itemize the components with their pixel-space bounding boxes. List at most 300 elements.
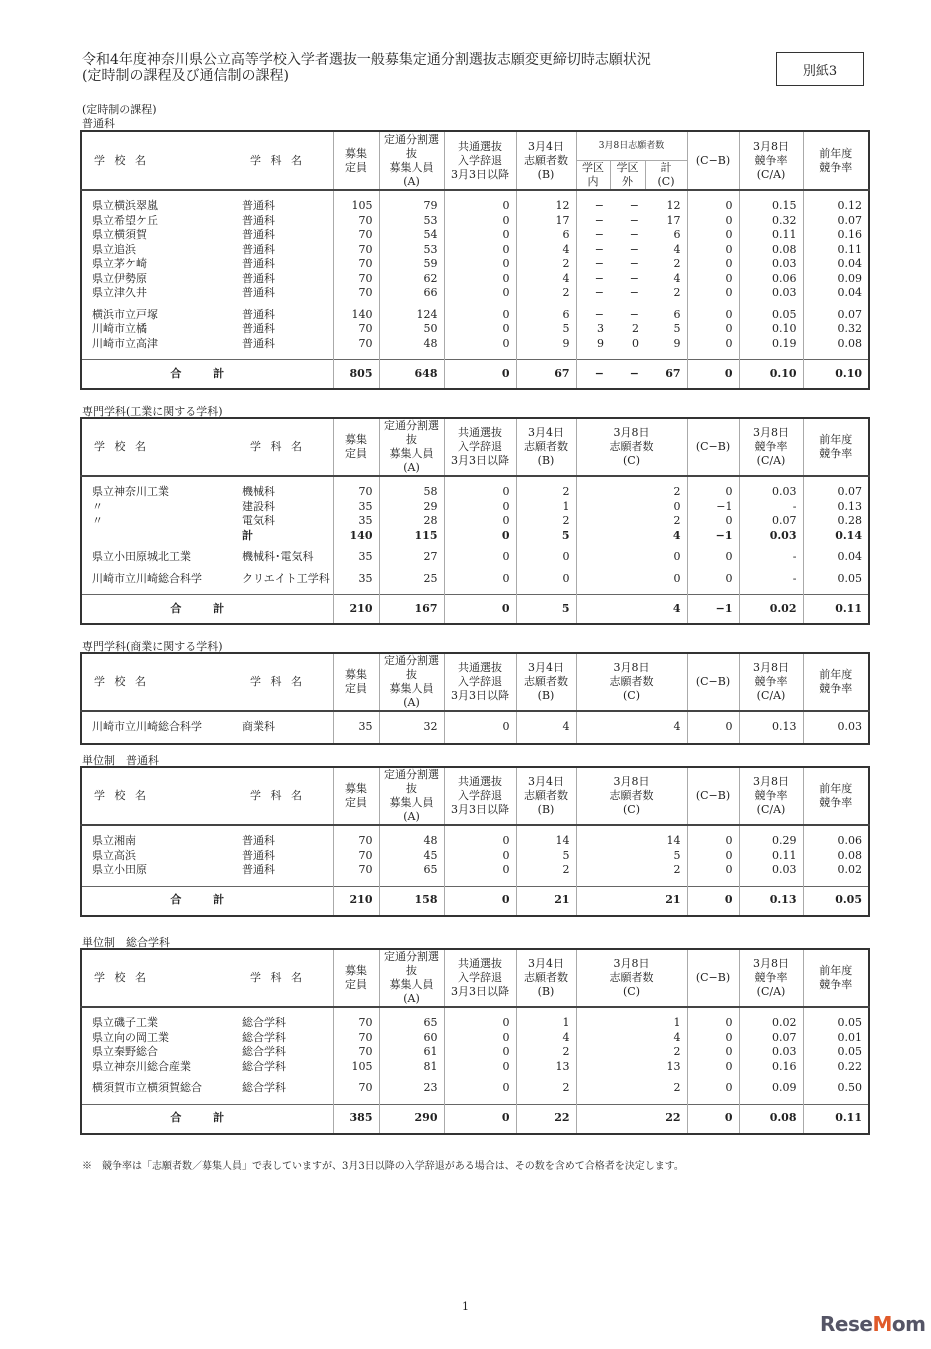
total-label: 合 計 <box>81 360 333 390</box>
cell-value: − <box>576 308 610 323</box>
header-text: 3月4日 <box>528 957 564 970</box>
table-row <box>81 337 869 352</box>
school-name: 川崎市立川崎総合科学 <box>92 571 202 585</box>
section-title: 専門学科(商業に関する学科) <box>82 640 223 653</box>
cell-value: 0.03 <box>739 1045 803 1060</box>
cell-value: 17 <box>666 213 681 227</box>
cell-value: − <box>629 271 639 285</box>
header-text: 志願者数 <box>609 675 654 688</box>
cell-value: 5 <box>673 322 681 335</box>
col-rate <box>739 653 803 711</box>
table-row <box>81 720 869 735</box>
cell-value: 0.32 <box>739 214 803 229</box>
col-mar8 <box>576 949 687 1007</box>
cell-value: 0 <box>444 322 516 337</box>
cell-value: 4 <box>516 272 576 287</box>
cell-value: 0.10 <box>739 322 803 337</box>
cell-value: 0 <box>687 337 739 352</box>
cell-value: 0.09 <box>803 272 869 287</box>
spacer-row <box>81 351 869 360</box>
cell-value: 0.16 <box>739 1060 803 1075</box>
cell-value: 0.09 <box>739 1081 803 1096</box>
department-name: 普通科 <box>242 863 275 876</box>
cell-value: − <box>576 272 610 287</box>
col-dept: 学 科 名 <box>238 653 333 711</box>
cell-value: 0 <box>687 228 739 243</box>
cell-value: 0 <box>687 1031 739 1046</box>
header-text: 入学辞退 <box>458 440 502 453</box>
cell-value: 6 <box>516 308 576 323</box>
spacer-row <box>81 586 869 595</box>
department-name: 普通科 <box>242 199 275 212</box>
cell-value: 54 <box>379 228 444 243</box>
cell-value: 2 <box>516 286 576 301</box>
document-title: 令和4年度神奈川県公立高等学校入学者選抜一般募集定通分割選抜志願変更締切時志願状況 <box>82 52 651 68</box>
cell-value: 0 <box>444 1081 516 1096</box>
cell-value: 0.06 <box>803 834 869 849</box>
cell-value: 4 <box>673 242 681 256</box>
cell-value: - <box>739 500 803 515</box>
cell-value: 0 <box>444 1016 516 1031</box>
table-row <box>81 322 869 337</box>
cell-value: 70 <box>333 849 379 864</box>
total-value: 648 <box>379 360 444 390</box>
school-name: 横浜市立戸塚 <box>92 307 158 321</box>
header-text: (A) <box>403 992 420 1005</box>
school-name: 川崎市立高津 <box>92 336 158 350</box>
school-name: 横須賀市立横須賀総合 <box>92 1081 202 1094</box>
table-row <box>81 834 869 849</box>
total-value: 0 <box>444 1104 516 1134</box>
cell-value: 0.02 <box>803 863 869 878</box>
header-text: 3月3日以降 <box>451 454 509 467</box>
cell-value: 58 <box>379 485 444 500</box>
cell-value: 0.50 <box>803 1081 869 1096</box>
header-text: 志願者数 <box>609 789 654 802</box>
cell-value: 14 <box>576 834 687 849</box>
header-text: 3月8日 <box>753 139 790 153</box>
header-text: 3月3日以降 <box>451 689 509 702</box>
header-text: 募集 <box>345 668 367 681</box>
table-row <box>81 214 869 229</box>
cell-value: 0 <box>444 834 516 849</box>
col-dept: 学 科 名 <box>238 131 333 190</box>
header-row <box>81 418 869 476</box>
header-text: (B) <box>537 803 555 816</box>
cell-value: 0 <box>687 514 739 529</box>
header-text: 競争率 <box>819 978 853 991</box>
header-text: 定員 <box>345 160 367 174</box>
cell-value: 0.11 <box>739 849 803 864</box>
cell-value: 48 <box>379 337 444 352</box>
applicant-table <box>80 652 870 745</box>
col-recruit <box>379 418 444 476</box>
cell-value: − <box>629 199 639 212</box>
header-text: (C/A) <box>756 689 786 702</box>
col-mar8 <box>576 418 687 476</box>
cell-value: 0 <box>687 863 739 878</box>
col-mar8 <box>576 653 687 711</box>
cell-value: 2 <box>576 485 687 500</box>
total-value: 0.10 <box>739 360 803 390</box>
cell-value: 2 <box>516 514 576 529</box>
table-row <box>81 243 869 258</box>
cell-value: 17 <box>516 214 576 229</box>
col-prev <box>803 418 869 476</box>
department-name: 機械科 <box>242 485 275 498</box>
cell-value: 4 <box>576 1031 687 1046</box>
cell-value: 0.03 <box>803 720 869 735</box>
cell-value: 0.12 <box>803 199 869 214</box>
cell-value: 0 <box>444 514 516 529</box>
cell-value: 0 <box>444 199 516 214</box>
cell-value: 0 <box>687 243 739 258</box>
total-row <box>81 1104 869 1134</box>
total-value: 0.02 <box>739 595 803 625</box>
cell-value: 0 <box>444 550 516 565</box>
cell-value: 0 <box>444 214 516 229</box>
col-prev <box>803 653 869 711</box>
header-text: 3月3日以降 <box>451 167 509 181</box>
school-name <box>81 529 238 544</box>
cell-value: 25 <box>379 572 444 587</box>
header-row <box>81 767 869 825</box>
col-withdraw <box>444 767 516 825</box>
cell-value: 0 <box>687 322 739 337</box>
school-name: 県立希望ケ丘 <box>92 213 158 227</box>
col-school: 学 校 名 <box>81 653 238 711</box>
header-text: 共通選抜 <box>458 957 502 970</box>
cell-value: 2 <box>516 863 576 878</box>
page-number: 1 <box>462 1300 469 1313</box>
spacer-row <box>81 878 869 887</box>
resemom-logo: ReseMom <box>820 1312 926 1336</box>
total-value: 0.05 <box>803 886 869 916</box>
cell-value: 70 <box>333 1031 379 1046</box>
school-name: 県立神奈川工業 <box>92 485 169 498</box>
cell-value: 0.13 <box>803 500 869 515</box>
cell-value: 0.04 <box>803 550 869 565</box>
total-value: 22 <box>516 1104 576 1134</box>
col-district-out <box>610 161 645 191</box>
cell-value: 0.07 <box>803 485 869 500</box>
header-text: 3月8日 <box>753 775 789 788</box>
cell-value: 28 <box>379 514 444 529</box>
applicant-table <box>80 130 870 390</box>
header-text: 募集人員 <box>389 978 434 991</box>
header-text: 定員 <box>345 978 367 991</box>
table-row <box>81 849 869 864</box>
total-value: 210 <box>333 886 379 916</box>
cell-value: 0 <box>687 1016 739 1031</box>
total-value: 0 <box>444 360 516 390</box>
cell-value: 0 <box>576 572 687 587</box>
department-name: 機械科･電気科 <box>242 550 314 563</box>
col-district-in <box>576 161 610 191</box>
cell-value: 35 <box>333 500 379 515</box>
cell-value: 0 <box>576 550 687 565</box>
table-row <box>81 550 869 565</box>
col-recruit <box>379 653 444 711</box>
cell-value: 70 <box>333 485 379 500</box>
total-value: 67 <box>516 360 576 390</box>
cell-value: 62 <box>379 272 444 287</box>
total-label: 合 計 <box>81 595 333 625</box>
header-text: (A) <box>403 810 420 823</box>
header-text: 学区 <box>616 161 639 174</box>
total-value: 167 <box>379 595 444 625</box>
cell-value: 0.03 <box>739 286 803 301</box>
total-value: 4 <box>576 595 687 625</box>
header-text: (C) <box>623 985 640 998</box>
header-text: 志願者数 <box>524 153 568 167</box>
cell-value: 2 <box>632 322 639 335</box>
header-text: 前年度 <box>819 146 853 160</box>
school-name: 川崎市立川崎総合科学 <box>92 720 202 733</box>
cell-value: 115 <box>379 529 444 544</box>
cell-value: 0.05 <box>803 1045 869 1060</box>
col-school: 学 校 名 <box>81 767 238 825</box>
col-withdraw <box>444 131 516 190</box>
cell-value: 0.07 <box>739 514 803 529</box>
cell-value: 9 <box>576 337 610 352</box>
spacer-row <box>81 190 869 199</box>
cell-value: 0.19 <box>739 337 803 352</box>
header-text: 3月8日 <box>613 661 650 674</box>
header-text: 定員 <box>345 682 367 695</box>
school-name: 〃 <box>92 514 103 527</box>
spacer-row <box>81 1096 869 1105</box>
cell-value: 1 <box>516 1016 576 1031</box>
col-rate <box>739 767 803 825</box>
total-value: −1 <box>687 595 739 625</box>
cell-value: 2 <box>576 514 687 529</box>
col-school: 学 校 名 <box>81 949 238 1007</box>
cell-value: 65 <box>379 1016 444 1031</box>
header-text: 募集 <box>345 964 367 977</box>
header-text: 3月4日 <box>528 661 564 674</box>
total-value: 21 <box>576 886 687 916</box>
cell-value: 0 <box>444 1060 516 1075</box>
header-text: (B) <box>537 167 555 181</box>
total-value: 0.10 <box>803 360 869 390</box>
header-text: 入学辞退 <box>458 971 502 984</box>
cell-value: 5 <box>576 849 687 864</box>
cell-value: 0 <box>687 1081 739 1096</box>
department-name: 普通科 <box>242 228 275 241</box>
header-text: 募集人員 <box>389 796 434 809</box>
col-mar4 <box>516 131 576 190</box>
cell-value: 32 <box>379 720 444 735</box>
cell-value: 0.07 <box>803 214 869 229</box>
col-rate <box>739 131 803 190</box>
department-name: 普通科 <box>242 257 275 270</box>
school-name: 県立茅ケ崎 <box>92 257 147 270</box>
cell-value: 0 <box>687 849 739 864</box>
header-text: 競争率 <box>754 153 788 167</box>
cell-value: 0 <box>687 720 739 735</box>
table-row <box>81 228 869 243</box>
total-value: 290 <box>379 1104 444 1134</box>
header-text: 前年度 <box>819 964 853 977</box>
header-text: 共通選抜 <box>458 775 502 788</box>
col-diff: (C−B) <box>687 418 739 476</box>
cell-value: 2 <box>576 863 687 878</box>
cell-value: 53 <box>379 243 444 258</box>
department-name: 普通科 <box>242 307 275 321</box>
cell-value: 65 <box>379 863 444 878</box>
cell-value: 0.15 <box>739 199 803 214</box>
department-name: 普通科 <box>242 271 275 285</box>
applicant-table <box>80 417 870 625</box>
header-text: 募集 <box>345 433 367 446</box>
header-text: 定通分割選抜 <box>384 419 439 446</box>
cell-value: 0.16 <box>803 228 869 243</box>
spacer-row <box>81 565 869 572</box>
cell-value: 4 <box>516 720 576 735</box>
cell-value: 70 <box>333 1016 379 1031</box>
header-text: (A) <box>403 174 420 188</box>
header-text: 共通選抜 <box>458 661 502 674</box>
cell-value: 2 <box>673 286 681 299</box>
cell-value: 0 <box>444 308 516 323</box>
total-value: 0 <box>687 360 739 390</box>
total-label: 合 計 <box>81 886 333 916</box>
header-text: 外 <box>622 175 633 188</box>
table-row <box>81 199 869 214</box>
col-recruit <box>379 131 444 190</box>
header-text: 3月8日 <box>753 661 789 674</box>
cell-value: 12 <box>516 199 576 214</box>
department-name: 総合学科 <box>242 1016 286 1029</box>
school-name: 県立追浜 <box>92 242 136 256</box>
cell-value: 0.11 <box>803 243 869 258</box>
header-text: 計 <box>660 161 672 174</box>
header-text: (C) <box>623 454 640 467</box>
cell-value: 4 <box>673 271 681 285</box>
cell-value: 0.03 <box>739 863 803 878</box>
total-value: 0.11 <box>803 595 869 625</box>
header-text: 定通分割選抜 <box>384 950 439 977</box>
cell-value: 0.05 <box>803 1016 869 1031</box>
header-text: 入学辞退 <box>458 675 502 688</box>
table-row <box>81 257 869 272</box>
cell-value: 0.02 <box>739 1016 803 1031</box>
cell-value: 9 <box>673 336 681 350</box>
cell-value: 5 <box>516 322 576 337</box>
header-text: 3月8日 <box>613 775 650 788</box>
total-value: 0 <box>444 595 516 625</box>
col-mar4 <box>516 653 576 711</box>
header-text: 競争率 <box>819 796 853 809</box>
col-school: 学 校 名 <box>81 418 238 476</box>
header-text: 志願者数 <box>524 440 568 453</box>
cell-value: 6 <box>516 228 576 243</box>
col-mar4 <box>516 418 576 476</box>
cell-value: 124 <box>379 308 444 323</box>
cell-value: 0 <box>444 337 516 352</box>
col-school: 学 校 名 <box>81 131 238 190</box>
cell-value: 0.07 <box>739 1031 803 1046</box>
cell-value: −1 <box>687 500 739 515</box>
cell-value: − <box>576 243 610 258</box>
cell-value: − <box>576 257 610 272</box>
cell-value: 35 <box>333 550 379 565</box>
cell-value: 0.04 <box>803 286 869 301</box>
header-text: 志願者数 <box>524 971 568 984</box>
cell-value: 0 <box>687 257 739 272</box>
cell-value: 0.05 <box>739 308 803 323</box>
header-text: 競争率 <box>754 440 788 453</box>
header-text: 3月8日 <box>613 426 650 439</box>
subtotal-row <box>81 529 869 544</box>
col-rate <box>739 418 803 476</box>
cell-value: 0 <box>687 572 739 587</box>
cell-value: − <box>629 242 639 256</box>
col-dept: 学 科 名 <box>238 418 333 476</box>
total-value: 158 <box>379 886 444 916</box>
cell-value: 0 <box>444 272 516 287</box>
cell-value: − <box>629 257 639 270</box>
cell-value: 2 <box>576 1045 687 1060</box>
cell-value: 70 <box>333 243 379 258</box>
attachment-label: 別紙3 <box>776 52 864 86</box>
header-text: 募集 <box>345 146 367 160</box>
table-row <box>81 1060 869 1075</box>
applicant-table <box>80 766 870 917</box>
header-text: 学区 <box>582 161 604 174</box>
cell-value: 27 <box>379 550 444 565</box>
cell-value: − <box>576 286 610 301</box>
cell-value: 3 <box>576 322 610 337</box>
cell-value: 0.05 <box>803 572 869 587</box>
col-capacity <box>333 949 379 1007</box>
header-text: 競争率 <box>819 447 853 460</box>
header-text: 定員 <box>345 447 367 460</box>
cell-value: 70 <box>333 286 379 301</box>
total-value: 0.13 <box>739 886 803 916</box>
col-mar8-group: 3月8日志願者数 <box>576 131 687 161</box>
col-capacity <box>333 653 379 711</box>
cell-value: 0 <box>576 500 687 515</box>
cell-value: 70 <box>333 1045 379 1060</box>
total-value: 805 <box>333 360 379 390</box>
header-text: 内 <box>587 175 599 188</box>
cell-value: 0.32 <box>803 322 869 337</box>
cell-value: 81 <box>379 1060 444 1075</box>
school-name: 県立神奈川総合産業 <box>92 1059 191 1073</box>
col-mar4 <box>516 949 576 1007</box>
col-prev <box>803 767 869 825</box>
header-text: 競争率 <box>754 971 788 984</box>
department-name: 総合学科 <box>242 1081 286 1094</box>
total-value: 0 <box>687 886 739 916</box>
department-name: 商業科 <box>242 720 275 733</box>
cell-value: 0 <box>632 336 639 350</box>
department-name: 総合学科 <box>242 1030 286 1044</box>
cell-value: 0.01 <box>803 1031 869 1046</box>
cell-value: 70 <box>333 272 379 287</box>
school-name: 県立伊勢原 <box>92 271 147 285</box>
table-row <box>81 1081 869 1096</box>
total-value: 210 <box>333 595 379 625</box>
cell-value: 2 <box>576 1081 687 1096</box>
header-text: 共通選抜 <box>458 139 502 153</box>
cell-value: 0 <box>444 286 516 301</box>
header-text: (A) <box>403 696 420 709</box>
total-row <box>81 595 869 625</box>
table-row <box>81 272 869 287</box>
